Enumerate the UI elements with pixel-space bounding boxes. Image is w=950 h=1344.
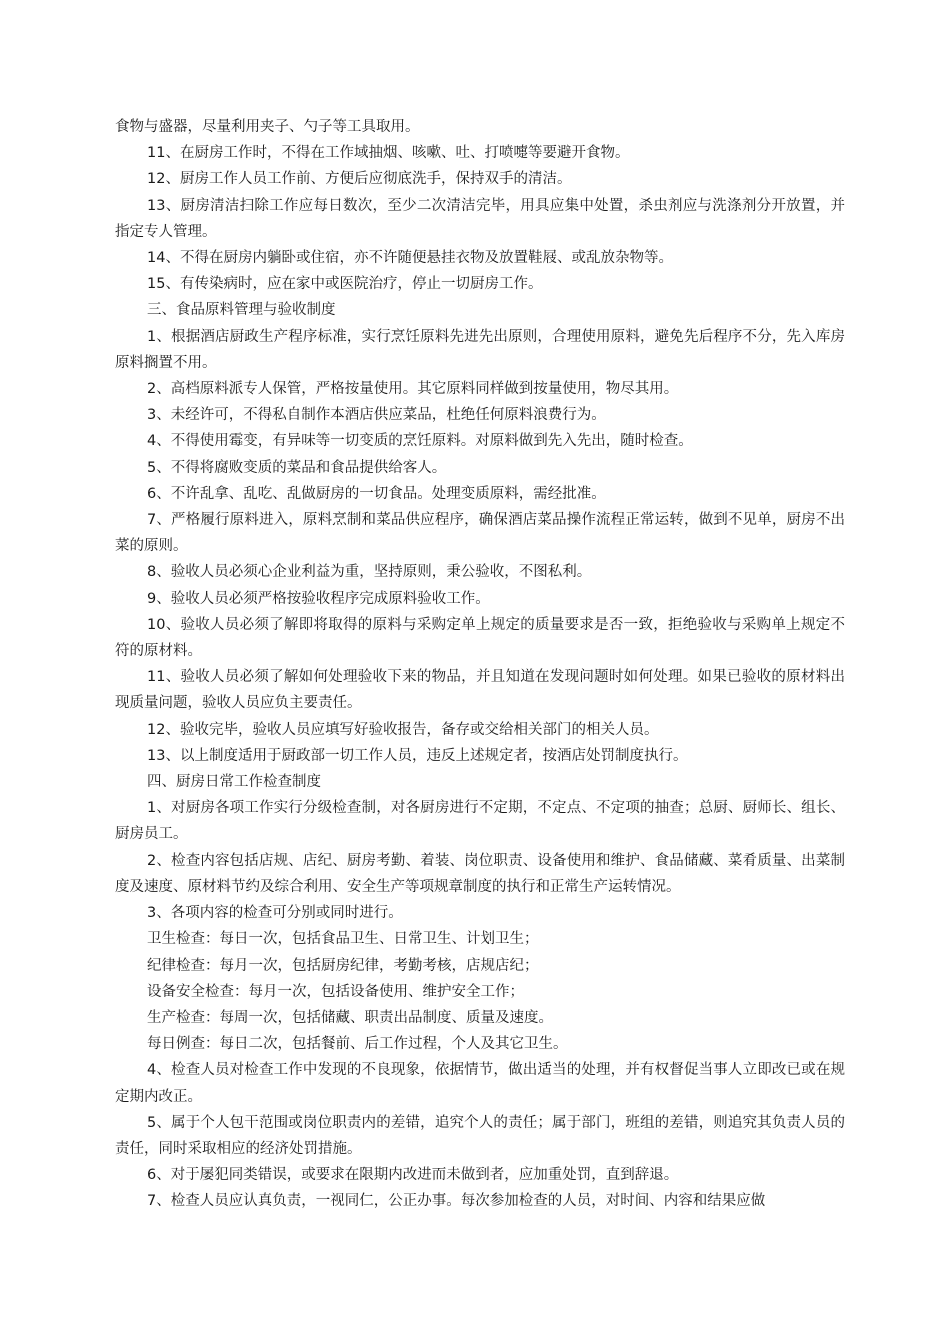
paragraph: 四、厨房日常工作检查制度 xyxy=(147,774,321,791)
paragraph: 8、验收人员必须心企业利益为重，坚持原则，秉公验收，不图私利。 xyxy=(147,564,592,581)
paragraph: 4、不得使用霉变，有异味等一切变质的烹饪原料。对原料做到先入先出，随时检查。 xyxy=(147,433,693,450)
paragraph: 三、食品原料管理与验收制度 xyxy=(147,302,336,319)
paragraph: 设备安全检查：每月一次，包括设备使用、维护安全工作； xyxy=(147,983,524,1000)
paragraph: 1、根据酒店厨政生产程序标准，实行烹饪原料先进先出原则，合理使用原料，避免先后程序不分，先入库房原料搁置不用。 xyxy=(115,328,845,371)
paragraph: 6、对于屡犯同类错误，或要求在限期内改进而未做到者，应加重处罚，直到辞退。 xyxy=(147,1167,679,1184)
paragraph: 4、检查人员对检查工作中发现的不良现象，依据情节，做出适当的处理，并有权督促当事人立即改已或在规定期内改正。 xyxy=(115,1062,845,1105)
paragraph: 14、不得在厨房内躺卧或住宿，亦不许随便悬挂衣物及放置鞋屐、或乱放杂物等。 xyxy=(147,250,673,267)
paragraph: 卫生检查：每日一次，包括食品卫生、日常卫生、计划卫生； xyxy=(147,931,539,948)
paragraph: 6、不许乱拿、乱吃、乱做厨房的一切食品。处理变质原料，需经批准。 xyxy=(147,485,606,502)
paragraph: 1、对厨房各项工作实行分级检查制，对各厨房进行不定期，不定点、不定项的抽查；总厨、厨师长、组长、厨房员工。 xyxy=(115,800,845,843)
paragraph: 3、各项内容的检查可分别或同时进行。 xyxy=(147,905,403,922)
paragraph: 7、严格履行原料进入，原料烹制和菜品供应程序，确保酒店菜品操作流程正常运转，做到不见单，厨房不出菜的原则。 xyxy=(115,512,845,555)
paragraph: 5、属于个人包干范围或岗位职责内的差错，追究个人的责任；属于部门，班组的差错，则追究其负责人员的责任，同时采取相应的经济处罚措施。 xyxy=(115,1114,845,1157)
paragraph: 13、厨房清洁扫除工作应每日数次，至少二次清洁完毕，用具应集中处置，杀虫剂应与洗涤剂分开放置，并指定专人管理。 xyxy=(115,197,845,240)
paragraph: 纪律检查：每月一次，包括厨房纪律，考勤考核，店规店纪； xyxy=(147,957,539,974)
paragraph: 5、不得将腐败变质的菜品和食品提供给客人。 xyxy=(147,459,447,476)
paragraph: 7、检查人员应认真负责，一视同仁，公正办事。每次参加检查的人员，对时间、内容和结果应做 xyxy=(147,1193,766,1210)
paragraph: 3、未经许可，不得私自制作本酒店供应菜品，杜绝任何原料浪费行为。 xyxy=(147,407,606,424)
paragraph: 生产检查：每周一次，包括储藏、职责出品制度、质量及速度。 xyxy=(147,1009,553,1026)
document-body xyxy=(115,114,845,1215)
paragraph: 每日例查：每日二次，包括餐前、后工作过程，个人及其它卫生。 xyxy=(147,1036,568,1053)
paragraph: 2、高档原料派专人保管，严格按量使用。其它原料同样做到按量使用，物尽其用。 xyxy=(147,381,679,398)
paragraph: 2、检查内容包括店规、店纪、厨房考勤、着装、岗位职责、设备使用和维护、食品储藏、菜肴质量、出菜制度及速度、原材料节约及综合利用、安全生产等项规章制度的执行和正常生产运转情况。 xyxy=(115,852,845,895)
paragraph: 11、验收人员必须了解如何处理验收下来的物品，并且知道在发现问题时如何处理。如果已验收的原材料出现质量问题，验收人员应负主要责任。 xyxy=(115,669,845,712)
paragraph: 11、在厨房工作时，不得在工作域抽烟、咳嗽、吐、打喷嚏等要避开食物。 xyxy=(147,145,630,162)
paragraph: 13、以上制度适用于厨政部一切工作人员，违反上述规定者，按酒店处罚制度执行。 xyxy=(147,747,688,764)
paragraph: 12、厨房工作人员工作前、方便后应彻底洗手，保持双手的清洁。 xyxy=(147,171,572,188)
paragraph: 食物与盛器，尽量利用夹子、勺子等工具取用。 xyxy=(115,119,420,135)
paragraph: 12、验收完毕，验收人员应填写好验收报告，备存或交给相关部门的相关人员。 xyxy=(147,721,659,738)
paragraph: 10、验收人员必须了解即将取得的原料与采购定单上规定的质量要求是否一致，拒绝验收与采购单上规定不符的原材料。 xyxy=(115,616,845,660)
paragraph: 9、验收人员必须严格按验收程序完成原料验收工作。 xyxy=(147,590,490,607)
paragraph: 15、有传染病时，应在家中或医院治疗，停止一切厨房工作。 xyxy=(147,276,543,293)
